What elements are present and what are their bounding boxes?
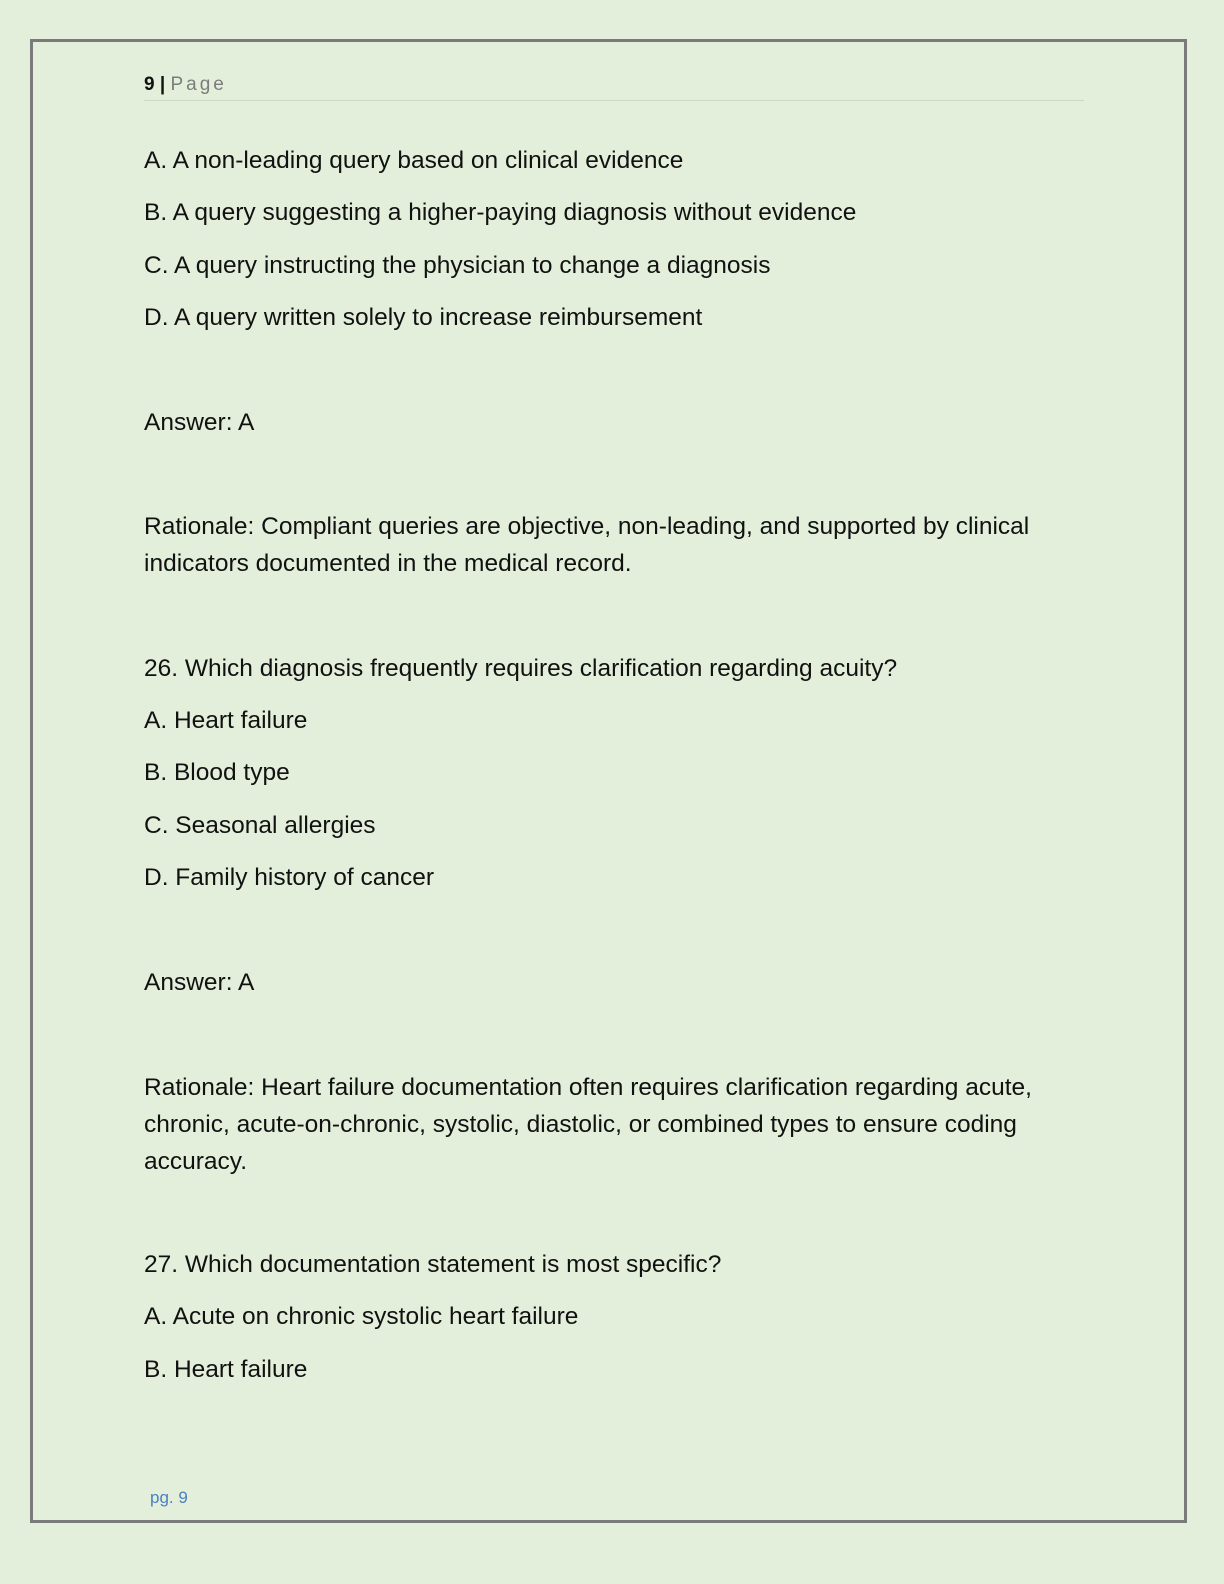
header-separator: |	[159, 74, 166, 95]
q25-rationale: Rationale: Compliant queries are objective, non-leading, and supported by clinical indicators documented in the medical record.	[144, 513, 1030, 577]
q27-option-b: B. Heart failure	[144, 1356, 308, 1383]
q25-option-d: D. A query written solely to increase reimbursement	[144, 304, 703, 331]
page-header	[144, 72, 1084, 101]
q26-option-c: C. Seasonal allergies	[144, 812, 376, 839]
q25-option-c: C. A query instructing the physician to change a diagnosis	[144, 252, 771, 279]
header-page-number: 9	[144, 74, 155, 95]
q26-answer: Answer: A	[144, 969, 255, 996]
q26-option-d: D. Family history of cancer	[144, 864, 434, 891]
header-page-word: Page	[170, 74, 227, 95]
q26-option-a: A. Heart failure	[144, 707, 308, 734]
q27-question: 27. Which documentation statement is most specific?	[144, 1251, 722, 1278]
q25-option-b: B. A query suggesting a higher-paying diagnosis without evidence	[144, 199, 857, 226]
q26-question: 26. Which diagnosis frequently requires clarification regarding acuity?	[144, 655, 898, 682]
q25-option-a: A. A non-leading query based on clinical evidence	[144, 147, 684, 174]
q25-answer: Answer: A	[144, 409, 255, 436]
page-footer: pg. 9	[150, 1488, 188, 1507]
q26-option-b: B. Blood type	[144, 759, 290, 786]
q26-rationale: Rationale: Heart failure documentation often requires clarification regarding acute, chronic, acute-on-chronic, systolic, diastolic, or combined types to ensure coding accuracy.	[144, 1074, 1032, 1175]
q27-option-a: A. Acute on chronic systolic heart failure	[144, 1303, 579, 1330]
